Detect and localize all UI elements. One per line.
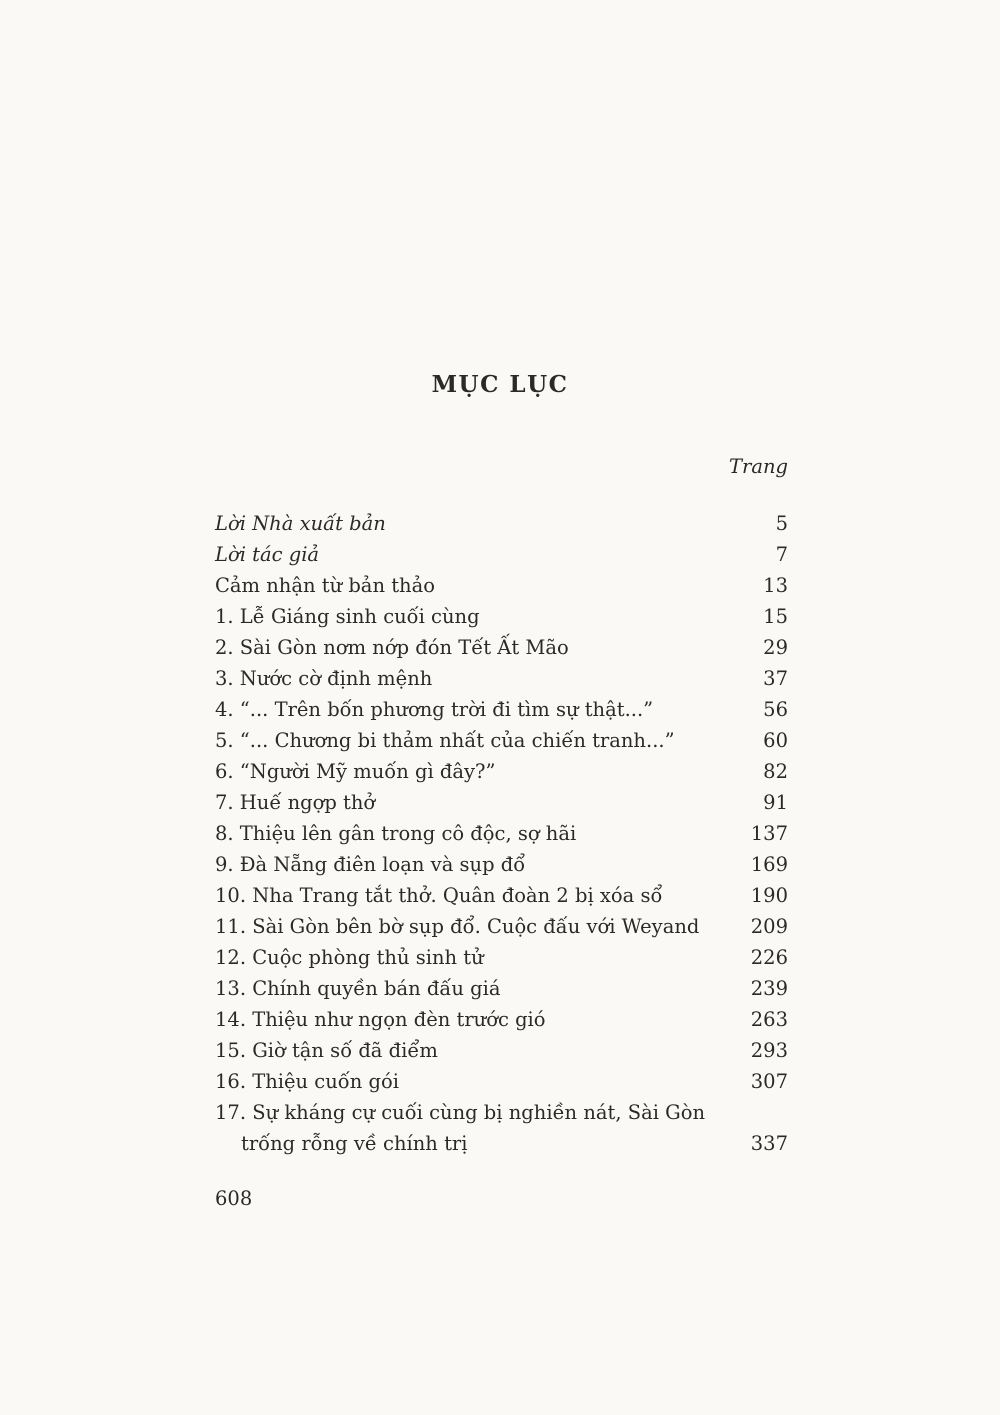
toc-entry [215, 632, 788, 663]
toc-entry-label: 16. Thiệu cuốn gói [215, 1070, 399, 1093]
toc-entry-label: 5. “... Chương bi thảm nhất của chiến tranh...” [215, 729, 675, 752]
toc-entry-page: 91 [763, 791, 788, 814]
toc-entry-label: Lời Nhà xuất bản [215, 512, 386, 535]
toc-entry-label: 10. Nha Trang tắt thở. Quân đoàn 2 bị xóa sổ [215, 884, 663, 907]
toc-entry-label: Cảm nhận từ bản thảo [215, 574, 435, 597]
toc-entry [215, 1066, 788, 1097]
toc-entry-label: 13. Chính quyền bán đấu giá [215, 977, 501, 1000]
toc-entry-page: 209 [750, 915, 788, 938]
toc-entry [215, 570, 788, 601]
toc-entry [215, 880, 788, 911]
toc-entry [215, 818, 788, 849]
toc-entry-page: 29 [763, 636, 788, 659]
toc-entry-page: 7 [775, 543, 788, 566]
toc-entry-page: 60 [763, 729, 788, 752]
toc-entry [215, 942, 788, 973]
toc-entry [215, 1035, 788, 1066]
toc-entry-label: 8. Thiệu lên gân trong cô độc, sợ hãi [215, 822, 577, 845]
toc-list [215, 508, 788, 1159]
page-title: MỤC LỤC [431, 371, 569, 398]
toc-entry-label: 1. Lễ Giáng sinh cuối cùng [215, 605, 480, 628]
toc-entry [215, 1097, 788, 1159]
toc-entry [215, 601, 788, 632]
page-column-header: Trang [729, 455, 788, 478]
toc-entry [215, 725, 788, 756]
toc-entry-label: 11. Sài Gòn bên bờ sụp đổ. Cuộc đấu với Weyand [215, 915, 700, 938]
toc-entry-page: 37 [763, 667, 788, 690]
toc-entry-page: 307 [750, 1070, 788, 1093]
toc-entry-label: 14. Thiệu như ngọn đèn trước gió [215, 1008, 546, 1031]
toc-entry-label: 17. Sự kháng cự cuối cùng bị nghiền nát, Sài Gòn trống rỗng về chính trị [215, 1101, 706, 1155]
toc-entry [215, 973, 788, 1004]
toc-entry [215, 539, 788, 570]
toc-entry-page: 293 [750, 1039, 788, 1062]
toc-entry-label: 9. Đà Nẵng điên loạn và sụp đổ [215, 853, 526, 876]
toc-entry-page: 239 [750, 977, 788, 1000]
toc-entry [215, 787, 788, 818]
toc-entry-page: 5 [775, 512, 788, 535]
toc-entry-page: 190 [750, 884, 788, 907]
toc-entry-page: 337 [750, 1132, 788, 1155]
toc-entry-label: 7. Huế ngợp thở [215, 791, 376, 814]
toc-entry-label: 12. Cuộc phòng thủ sinh tử [215, 946, 484, 969]
toc-entry [215, 849, 788, 880]
toc-entry [215, 1004, 788, 1035]
toc-entry-page: 226 [750, 946, 788, 969]
toc-entry [215, 663, 788, 694]
toc-entry-page: 15 [763, 605, 788, 628]
toc-entry-page: 169 [750, 853, 788, 876]
toc-entry-label: 15. Giờ tận số đã điểm [215, 1039, 438, 1062]
toc-entry [215, 694, 788, 725]
footer-page-number: 608 [215, 1187, 253, 1210]
toc-entry-page: 82 [763, 760, 788, 783]
toc-entry-page: 137 [750, 822, 788, 845]
toc-entry [215, 911, 788, 942]
toc-entry [215, 756, 788, 787]
toc-entry [215, 508, 788, 539]
toc-entry-label: 4. “... Trên bốn phương trời đi tìm sự thật...” [215, 698, 654, 721]
toc-entry-page: 263 [750, 1008, 788, 1031]
toc-entry-page: 56 [763, 698, 788, 721]
toc-entry-label: 2. Sài Gòn nơm nớp đón Tết Ất Mão [215, 636, 569, 659]
toc-entry-label: 6. “Người Mỹ muốn gì đây?” [215, 760, 496, 783]
toc-entry-label: 3. Nước cờ định mệnh [215, 667, 433, 690]
toc-entry-page: 13 [763, 574, 788, 597]
toc-entry-label: Lời tác giả [215, 543, 320, 566]
